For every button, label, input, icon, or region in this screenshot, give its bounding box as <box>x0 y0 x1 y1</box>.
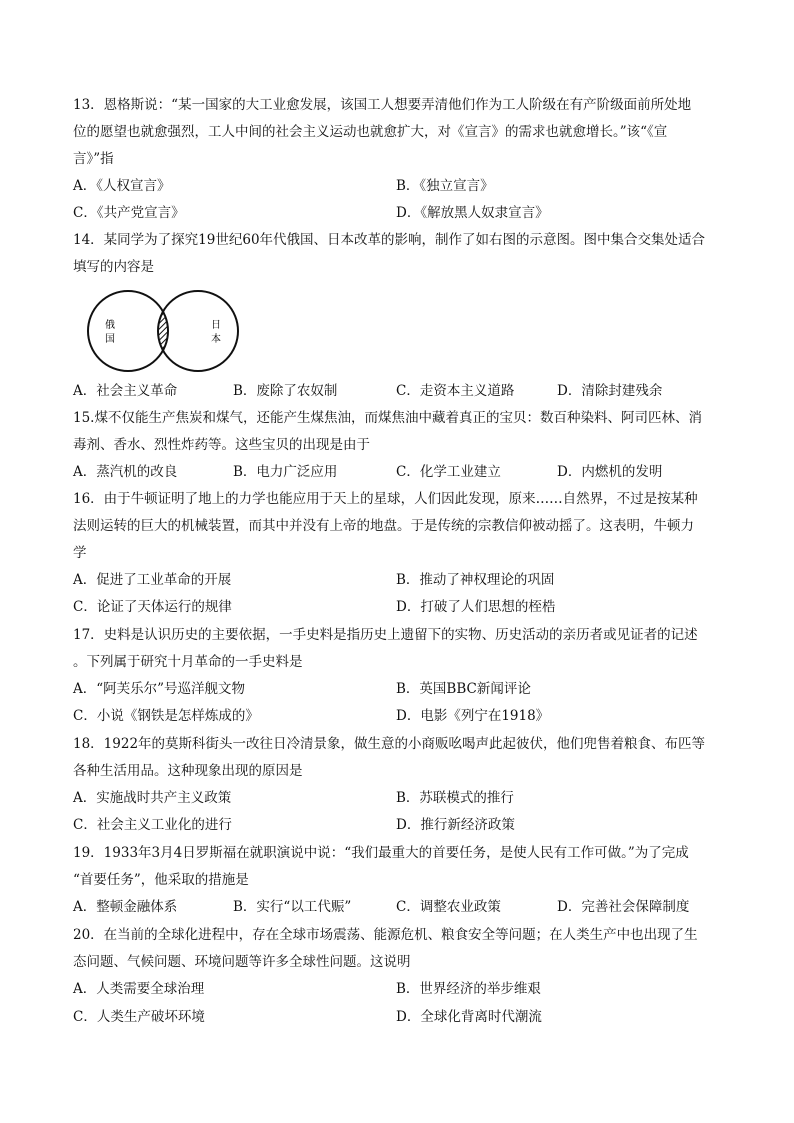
question-20-option-a: A．人类需要全球治理 <box>73 981 205 997</box>
question-13-option-b: B．《独立宣言》 <box>396 178 494 194</box>
venn-circle-russia <box>88 291 168 371</box>
question-20-line-2: 态问题、气候问题、环境问题等许多全球性问题。这说明 <box>73 954 411 970</box>
question-15-option-d: D．内燃机的发明 <box>557 464 663 480</box>
question-15-line-2: 毒剂、香水、烈性炸药等。这些宝贝的出现是由于 <box>73 437 370 453</box>
question-14-line-1: 14．某同学为了探究19世纪60年代俄国、日本改革的影响，制作了如右图的示意图。图中集合交集处适合 <box>73 232 706 248</box>
question-13-option-a: A．《人权宣言》 <box>73 178 171 194</box>
question-16-line-3: 学 <box>73 545 87 561</box>
question-20-option-c: C．人类生产破坏环境 <box>73 1009 205 1025</box>
question-20-option-d: D．全球化背离时代潮流 <box>396 1009 542 1025</box>
question-19-option-a: A．整顿金融体系 <box>73 899 178 915</box>
question-15-option-b: B．电力广泛应用 <box>233 464 338 480</box>
venn-label-japan-1: 日 <box>211 320 221 331</box>
question-16-option-b: B．推动了神权理论的巩固 <box>396 572 555 588</box>
question-16-option-a: A．促进了工业革命的开展 <box>73 572 232 588</box>
question-20-line-1: 20．在当前的全球化进程中，存在全球市场震荡、能源危机、粮食安全等问题；在人类生产中也出现了生 <box>73 927 698 943</box>
question-13-option-d: D．《解放黑人奴隶宣言》 <box>396 205 549 221</box>
question-14-option-a: A．社会主义革命 <box>73 383 178 399</box>
question-15-line-1: 15.煤不仅能生产焦炭和煤气，还能产生煤焦油，而煤焦油中藏着真正的宝贝：数百种染料、阿司匹林、消 <box>73 410 702 426</box>
question-16-line-1: 16．由于牛顿证明了地上的力学也能应用于天上的星球，人们因此发现，原来……自然界，不过是按某种 <box>73 491 698 507</box>
question-16-option-c: C．论证了天体运行的规律 <box>73 599 232 615</box>
question-19-option-d: D．完善社会保障制度 <box>557 899 690 915</box>
question-14-option-d: D．清除封建残余 <box>557 383 663 399</box>
venn-circle-japan <box>158 291 238 371</box>
question-14-line-2: 填写的内容是 <box>73 259 154 275</box>
question-19-option-b: B．实行“以工代赈” <box>233 899 352 915</box>
question-13-line-1: 13．恩格斯说：“某一国家的大工业愈发展，该国工人想要弄清他们作为工人阶级在有产阶级面前所处地 <box>73 97 692 113</box>
question-17-option-b: B．英国BBC新闻评论 <box>396 681 531 697</box>
question-15-option-c: C．化学工业建立 <box>396 464 501 480</box>
venn-label-russia-2: 国 <box>105 334 115 345</box>
question-16-option-d: D．打破了人们思想的桎梏 <box>396 599 556 615</box>
question-18-option-b: B．苏联模式的推行 <box>396 790 514 806</box>
venn-diagram <box>73 290 253 372</box>
question-17-option-a: A．“阿芙乐尔”号巡洋舰文物 <box>73 681 246 697</box>
venn-label-russia-1: 俄 <box>105 320 115 331</box>
question-19-option-c: C．调整农业政策 <box>396 899 501 915</box>
question-18-line-2: 各种生活用品。这种现象出现的原因是 <box>73 763 303 779</box>
question-13-option-c: C．《共产党宣言》 <box>73 205 185 221</box>
question-18-line-1: 18．1922年的莫斯科街头一改往日冷清景象，做生意的小商贩吆喝声此起彼伏，他们兜售着粮食、布匹等 <box>73 736 706 752</box>
question-18-option-c: C．社会主义工业化的进行 <box>73 817 232 833</box>
question-17-line-2: 。下列属于研究十月革命的一手史料是 <box>73 654 303 670</box>
venn-label-japan-2: 本 <box>211 334 221 345</box>
question-15-option-a: A．蒸汽机的改良 <box>73 464 178 480</box>
question-13-line-3: 言》”指 <box>73 151 114 167</box>
question-13-line-2: 位的愿望也就愈强烈，工人中间的社会主义运动也就愈扩大，对《宣言》的需求也就愈增长。”该“《宣 <box>73 124 668 140</box>
question-16-line-2: 法则运转的巨大的机械装置，而其中并没有上帝的地盘。于是传统的宗教信仰被动摇了。这表明，牛顿力 <box>73 518 694 534</box>
question-14-option-c: C．走资本主义道路 <box>396 383 515 399</box>
question-18-option-a: A．实施战时共产主义政策 <box>73 790 232 806</box>
question-20-option-b: B．世界经济的举步维艰 <box>396 981 541 997</box>
question-18-option-d: D．推行新经济政策 <box>396 817 515 833</box>
question-17-line-1: 17．史料是认识历史的主要依据，一手史料是指历史上遗留下的实物、历史活动的亲历者或见证者的记述 <box>73 627 698 643</box>
question-17-option-d: D．电影《列宁在1918》 <box>396 708 550 724</box>
question-19-line-2: “首要任务”，他采取的措施是 <box>73 872 249 888</box>
question-14-option-b: B．废除了农奴制 <box>233 383 338 399</box>
question-17-option-c: C．小说《钢铁是怎样炼成的》 <box>73 708 259 724</box>
question-19-line-1: 19．1933年3月4日罗斯福在就职演说中说：“我们最重大的首要任务，是使人民有工作可做。”为了完成 <box>73 845 689 861</box>
